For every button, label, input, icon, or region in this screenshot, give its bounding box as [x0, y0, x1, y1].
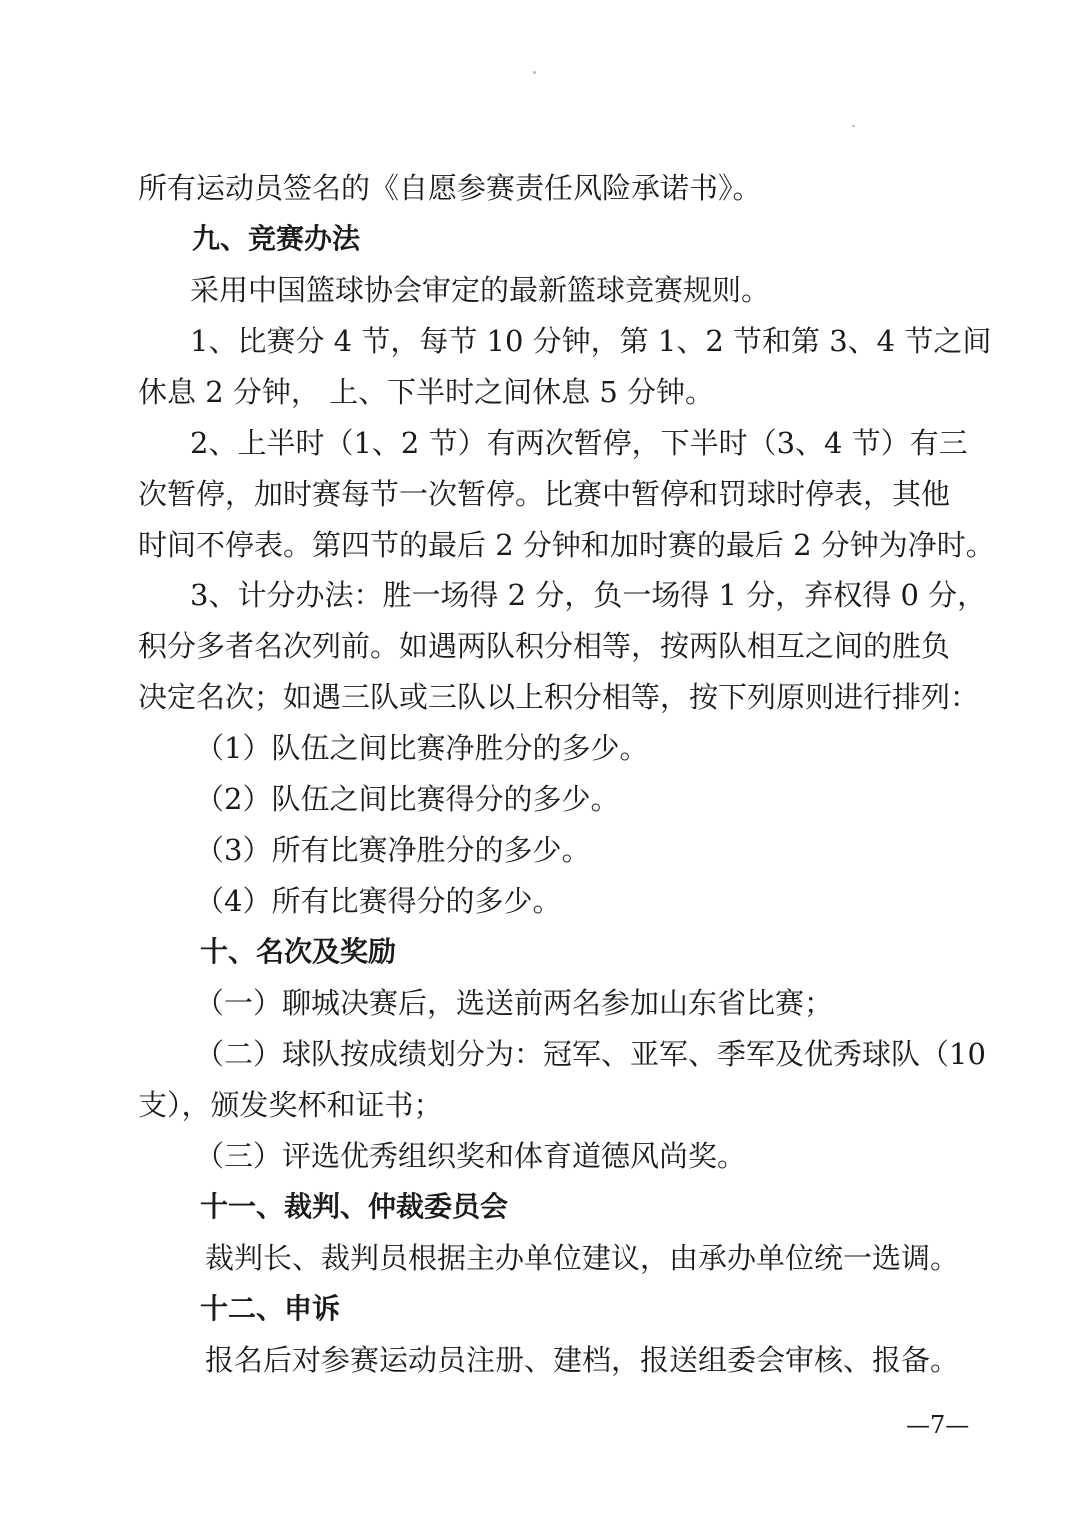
paragraph-line: 次暂停，加时赛每节一次暂停。比赛中暂停和罚球时停表，其他: [138, 477, 951, 511]
paragraph-line: 2、上半时（1、2 节）有两次暂停，下半时（3、4 节）有三: [190, 426, 968, 460]
paragraph-line: 休息 2 分钟， 上、下半时之间休息 5 分钟。: [138, 375, 714, 409]
scan-speck: [533, 71, 536, 74]
paragraph-line: 1、比赛分 4 节，每节 10 分钟，第 1、2 节和第 3、4 节之间: [190, 324, 992, 358]
paragraph-line: 支），颁发奖杯和证书；: [138, 1088, 443, 1122]
list-item: （一）聊城决赛后，选送前两名参加山东省比赛；: [195, 986, 834, 1020]
page-number: —7—: [906, 1411, 970, 1439]
section-heading: 十一、裁判、仲裁委员会: [200, 1190, 509, 1223]
list-item: （1）队伍之间比赛净胜分的多少。: [195, 731, 649, 765]
paragraph-line: 采用中国篮球协会审定的最新篮球竞赛规则。: [190, 273, 771, 307]
paragraph-line: 决定名次；如遇三队或三队以上积分相等，按下列原则进行排列：: [138, 680, 980, 714]
list-item: （三）评选优秀组织奖和体育道德风尚奖。: [195, 1139, 747, 1173]
list-item: （二）球队按成绩划分为：冠军、亚军、季军及优秀球队（10: [195, 1037, 986, 1071]
list-item: （3）所有比赛净胜分的多少。: [195, 833, 591, 867]
paragraph-line: 所有运动员签名的《自愿参赛责任风险承诺书》。: [138, 171, 762, 205]
paragraph-line: 积分多者名次列前。如遇两队积分相等，按两队相互之间的胜负: [138, 629, 951, 663]
scan-speck: [852, 125, 855, 127]
list-item: （4）所有比赛得分的多少。: [195, 884, 562, 918]
section-heading: 十、名次及奖励: [200, 935, 397, 968]
paragraph-line: 报名后对参赛运动员注册、建档，报送组委会审核、报备。: [205, 1343, 960, 1377]
list-item: （2）队伍之间比赛得分的多少。: [195, 782, 620, 816]
paragraph-line: 裁判长、裁判员根据主办单位建议，由承办单位统一选调。: [205, 1241, 960, 1275]
paragraph-line: 3、计分办法：胜一场得 2 分，负一场得 1 分，弃权得 0 分，: [190, 578, 987, 612]
paragraph-line: 时间不停表。第四节的最后 2 分钟和加时赛的最后 2 分钟为净时。: [138, 528, 995, 562]
section-heading: 十二、申诉: [200, 1292, 341, 1325]
section-heading: 九、竞赛办法: [192, 222, 361, 255]
